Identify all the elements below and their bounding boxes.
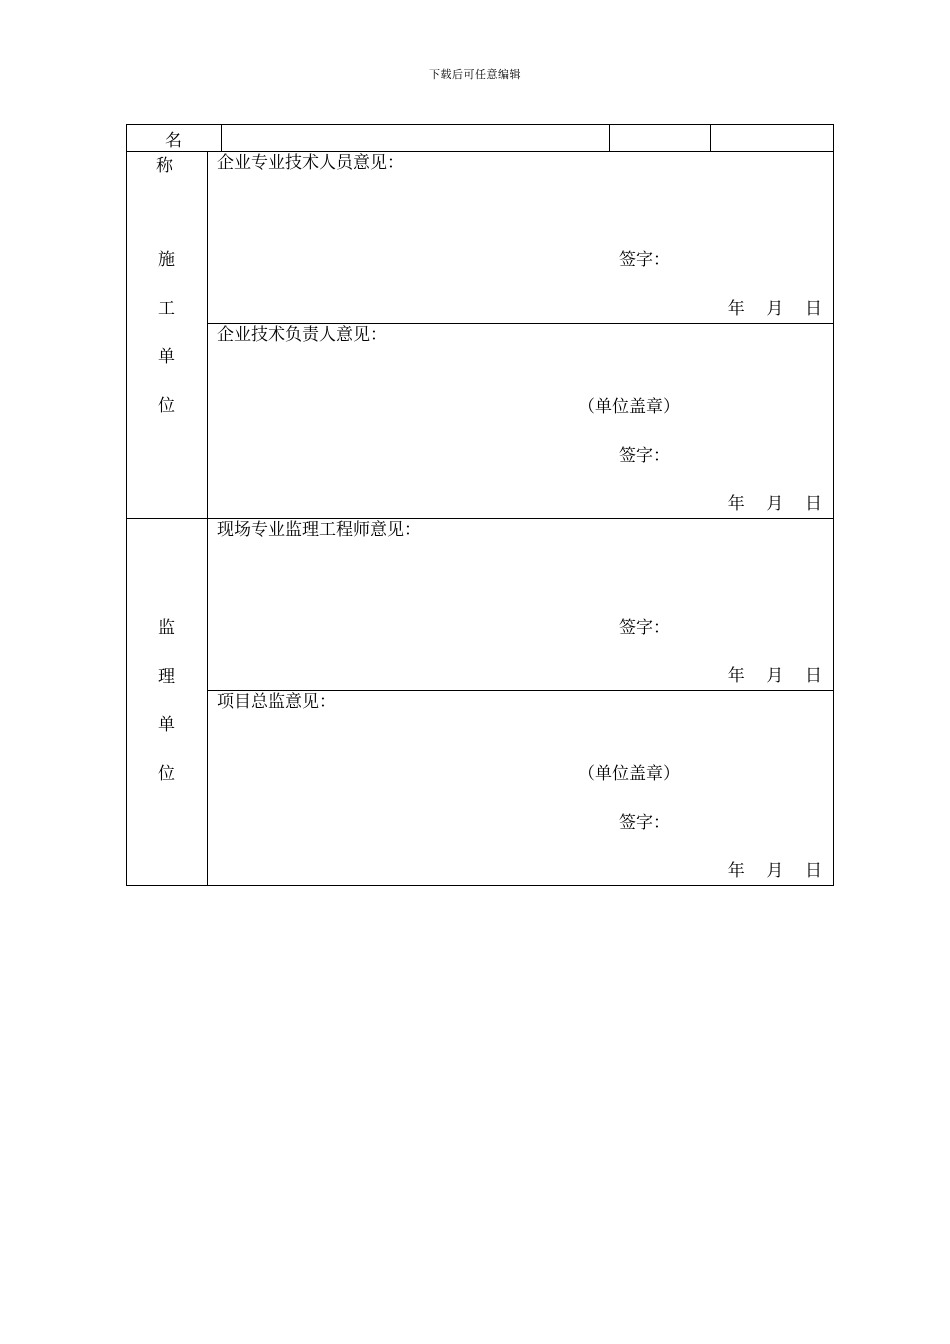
name-value-field[interactable]: [222, 125, 608, 150]
border-bottom: [126, 885, 834, 886]
tech-staff-opinion-label: 企业专业技术人员意见：: [217, 153, 404, 173]
sign-label: 签字：: [619, 250, 670, 270]
supervision-unit-label: 监 理 单 位: [158, 618, 175, 784]
site-engineer-opinion-label: 现场专业监理工程师意见：: [217, 520, 421, 540]
unit-seal-label: （单位盖章）: [578, 397, 680, 417]
date-line: 年 月 日: [727, 861, 822, 881]
section-divider: [126, 518, 834, 519]
approval-form: [126, 124, 834, 886]
unit-seal-label: （单位盖章）: [578, 764, 680, 784]
supervision-sub-divider: [207, 690, 834, 691]
date-line: 年 月 日: [727, 299, 822, 319]
date-line: 年 月 日: [727, 666, 822, 686]
sign-label: 签字：: [619, 813, 670, 833]
chief-supervisor-opinion-label: 项目总监意见：: [217, 692, 336, 712]
construction-sub-divider: [207, 323, 834, 324]
border-right: [833, 124, 834, 886]
name-label: 名 称: [156, 131, 200, 176]
extra-label-cell[interactable]: [610, 125, 709, 150]
tech-chief-opinion-label: 企业技术负责人意见：: [217, 325, 387, 345]
sign-label: 签字：: [619, 446, 670, 466]
name-row-bottom: [126, 151, 834, 152]
sign-label: 签字：: [619, 618, 670, 638]
extra-value-cell[interactable]: [711, 125, 832, 150]
page-header: 下载后可任意编辑: [429, 68, 521, 81]
date-line: 年 月 日: [727, 494, 822, 514]
construction-unit-label: 施 工 单 位: [158, 250, 175, 416]
